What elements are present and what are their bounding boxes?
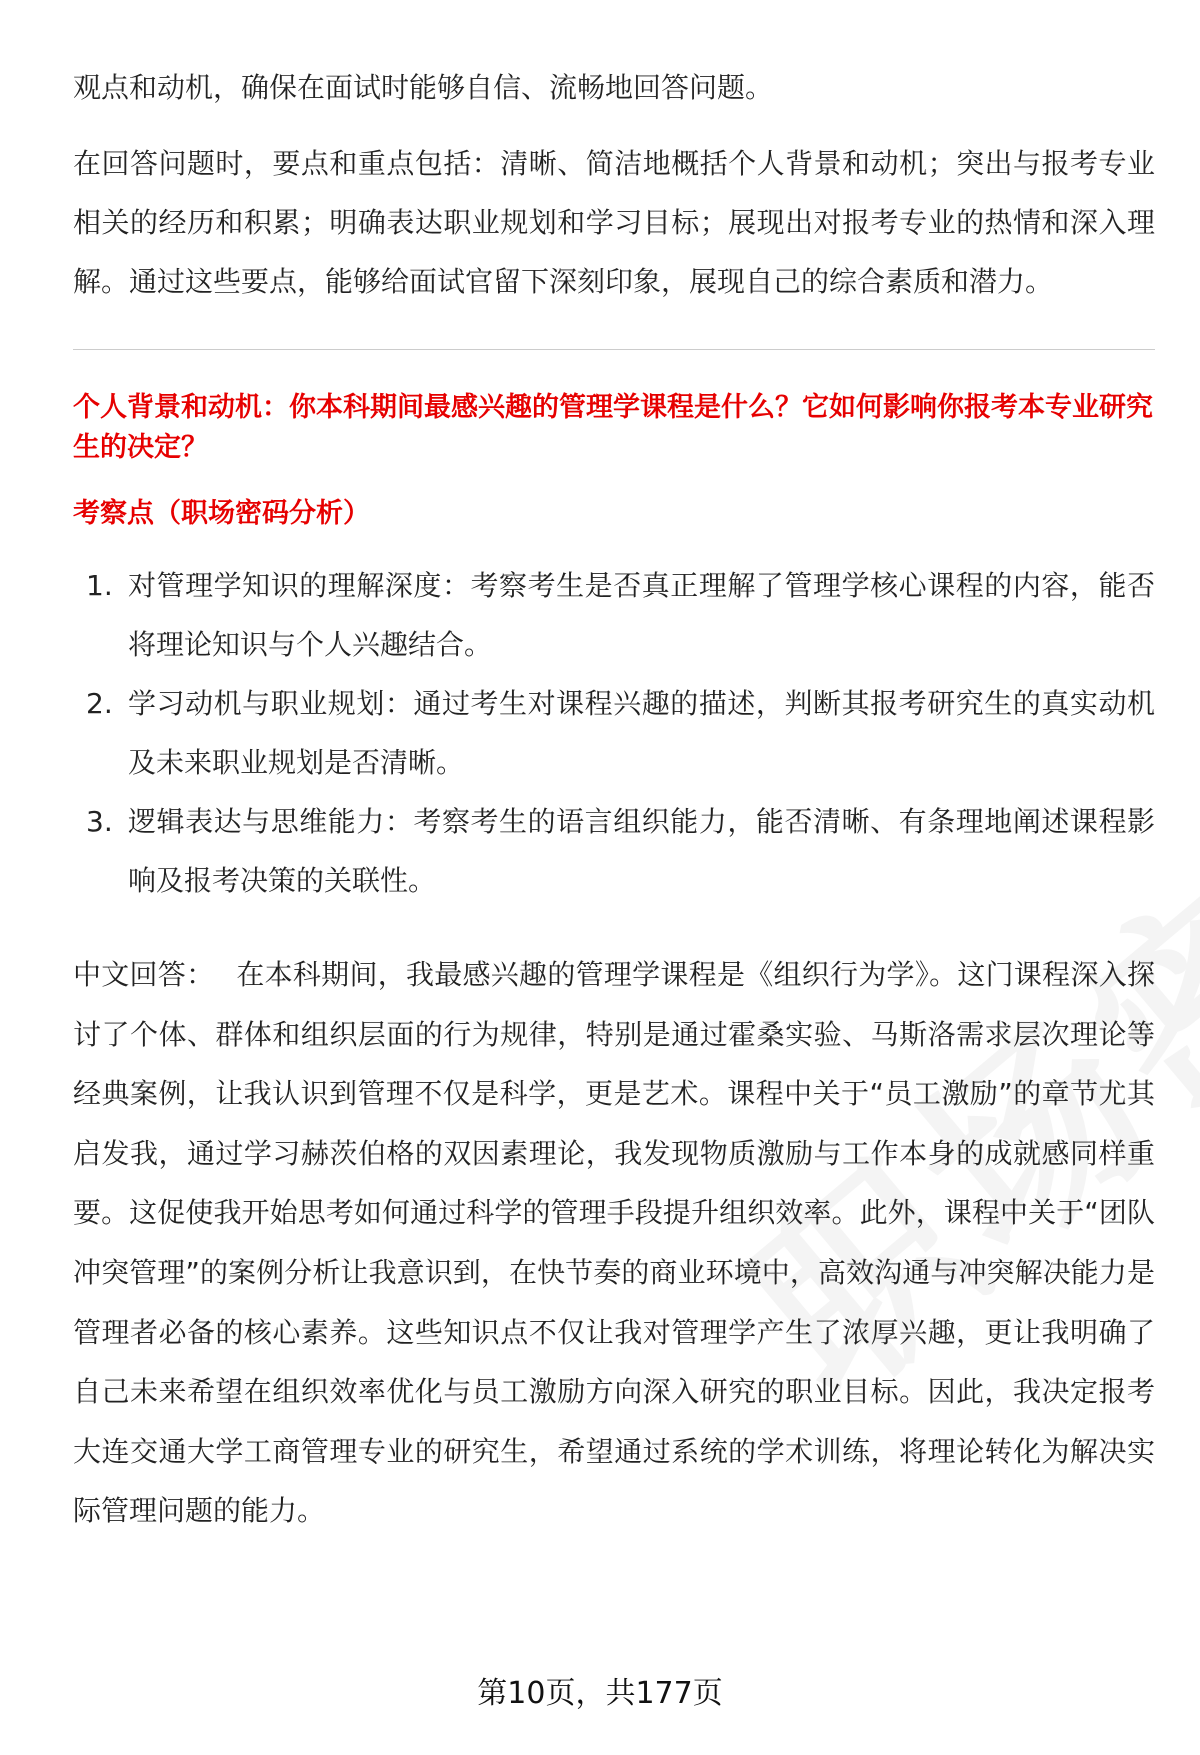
list-item xyxy=(73,674,1155,792)
list-item xyxy=(73,792,1155,910)
list-item xyxy=(73,556,1155,674)
points-list xyxy=(73,556,1155,910)
points-heading: 考察点（职场密码分析） xyxy=(73,498,370,529)
answer-paragraph xyxy=(73,945,1155,1541)
list-item-text: 对管理学知识的理解深度：考察考生是否真正理解了管理学核心课程的内容，能否将理论知识与个人兴趣结合。 xyxy=(128,569,1155,661)
answer-text: 在本科期间，我最感兴趣的管理学课程是《组织行为学》。这门课程深入探讨了个体、群体和组织层面的行为规律，特别是通过霍桑实验、马斯洛需求层次理论等经典案例，让我认识到管理不仅是科学，更是艺术。课程中关于“员工激励”的章节尤其启发我，通过学习赫茨伯格的双因素理论，我发现物质激励与工作本身的成就感同样重要。这促使我开始思考如何通过科学的管理手段提升组织效率。此外，课程中关于“团队冲突管理”的案例分析让我意识到，在快节奏的商业环境中，高效沟通与冲突解决能力是管理者必备的核心素养。这些知识点不仅让我对管理学产生了浓厚兴趣，更让我明确了自己未来希望在组织效率优化与员工激励方向深入研究的职业目标。因此，我决定报考大连交通大学工商管理专业的研究生，希望通过系统的学术训练，将理论转化为解决实际管理问题的能力。 xyxy=(73,958,1155,1528)
section-divider xyxy=(73,349,1155,350)
question-heading: 个人背景和动机：你本科期间最感兴趣的管理学课程是什么？它如何影响你报考本专业研究生的决定？ xyxy=(73,392,1153,463)
list-item-text: 学习动机与职业规划：通过考生对课程兴趣的描述，判断其报考研究生的真实动机及未来职业规划是否清晰。 xyxy=(128,687,1155,779)
intro-paragraph-2: 在回答问题时，要点和重点包括：清晰、简洁地概括个人背景和动机；突出与报考专业相关的经历和积累；明确表达职业规划和学习目标；展现出对报考专业的热情和深入理解。通过这些要点，能够给面试官留下深刻印象，展现自己的综合素质和潜力。 xyxy=(73,147,1155,298)
list-item-text: 逻辑表达与思维能力：考察考生的语言组织能力，能否清晰、有条理地阐述课程影响及报考决策的关联性。 xyxy=(128,805,1155,897)
page-number-footer: 第10页，共177页 xyxy=(477,1676,723,1711)
intro-paragraph-1: 观点和动机，确保在面试时能够自信、流畅地回答问题。 xyxy=(73,71,774,104)
answer-label: 中文回答： xyxy=(73,958,215,991)
list-item-number: 1. xyxy=(86,569,113,602)
list-item-number: 3. xyxy=(86,805,113,838)
document-page xyxy=(73,58,1155,1541)
list-item-number: 2. xyxy=(86,687,113,720)
